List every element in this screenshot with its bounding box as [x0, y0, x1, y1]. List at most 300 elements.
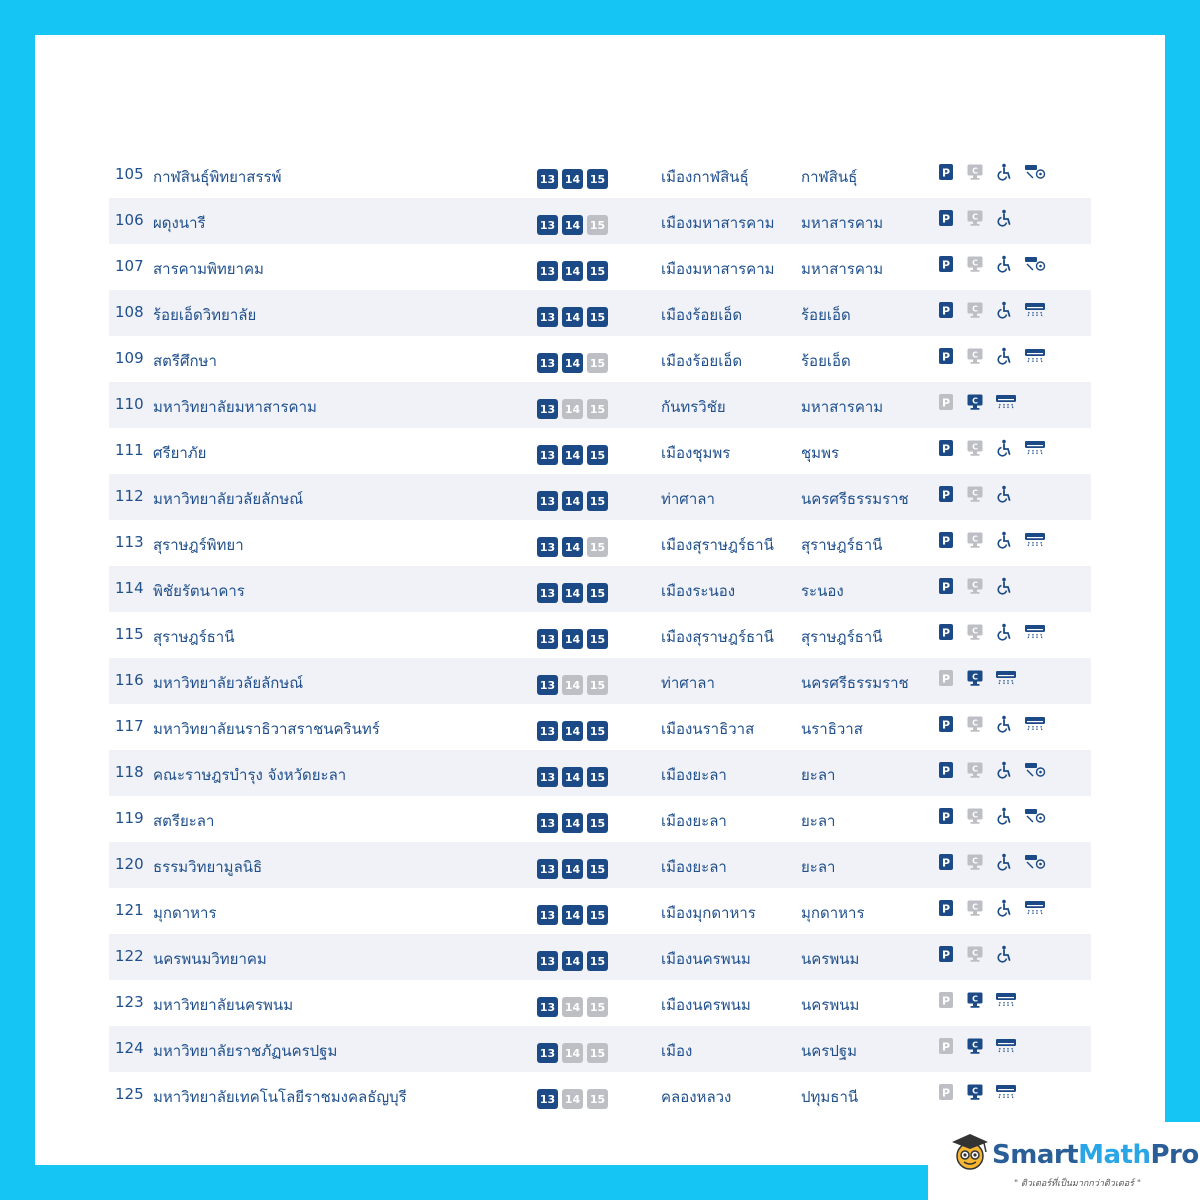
grade-badge-15: 15 — [587, 675, 608, 695]
facility-icons — [937, 393, 1017, 411]
school-name: มหาวิทยาลัยนราธิวาสราชนครินทร์ — [153, 720, 380, 738]
school-name: มหาวิทยาลัยเทคโนโลยีราชมงคลธัญบุรี — [153, 1088, 407, 1106]
svg-text:P: P — [941, 626, 951, 640]
table-row — [109, 566, 1091, 612]
wheelchair-icon — [995, 577, 1013, 595]
svg-text:C: C — [972, 1040, 978, 1050]
grade-badge-14: 14 — [562, 629, 583, 649]
parking-icon — [937, 347, 955, 365]
grade-badges — [537, 721, 608, 741]
svg-text:C: C — [972, 810, 978, 820]
svg-text:C: C — [972, 948, 978, 958]
grade-badges — [537, 169, 608, 189]
grade-badge-14: 14 — [562, 1089, 583, 1109]
air-conditioner-icon — [995, 669, 1017, 687]
table-row — [109, 888, 1091, 934]
grade-badge-15: 15 — [587, 859, 608, 879]
province-name: ปทุมธานี — [801, 1088, 859, 1106]
row-number: 118 — [115, 763, 144, 781]
grade-badge-13: 13 — [537, 353, 558, 373]
grade-badge-15: 15 — [587, 491, 608, 511]
svg-text:C: C — [972, 258, 978, 268]
province-name: ร้อยเอ็ด — [801, 352, 851, 370]
svg-text:P: P — [941, 810, 951, 824]
grade-badges — [537, 813, 608, 833]
svg-text:C: C — [972, 580, 978, 590]
computer-icon — [966, 807, 984, 825]
school-name: มหาวิทยาลัยมหาสารคาม — [153, 398, 317, 416]
school-name: สตรียะลา — [153, 812, 215, 830]
province-name: นครพนม — [801, 950, 860, 968]
grade-badge-15: 15 — [587, 307, 608, 327]
svg-text:C: C — [972, 488, 978, 498]
district-name: เมืองนราธิวาส — [661, 720, 755, 738]
row-number: 125 — [115, 1085, 144, 1103]
svg-text:P: P — [941, 350, 951, 364]
row-number: 107 — [115, 257, 144, 275]
parking-icon — [937, 1083, 955, 1101]
district-name: เมืองยะลา — [661, 858, 727, 876]
school-name: มหาวิทยาลัยวลัยลักษณ์ — [153, 490, 304, 508]
wheelchair-icon — [995, 347, 1013, 365]
grade-badge-14: 14 — [562, 169, 583, 189]
svg-text:P: P — [941, 534, 951, 548]
facility-icons — [937, 209, 1013, 227]
province-name: ยะลา — [801, 766, 836, 784]
grade-badge-15: 15 — [587, 951, 608, 971]
grade-badge-15: 15 — [587, 445, 608, 465]
grade-badge-15: 15 — [587, 1043, 608, 1063]
grade-badge-13: 13 — [537, 859, 558, 879]
brand-name — [992, 1140, 1199, 1170]
province-name: มหาสารคาม — [801, 398, 884, 416]
province-name: มหาสารคาม — [801, 260, 884, 278]
grade-badges — [537, 629, 608, 649]
row-number: 123 — [115, 993, 144, 1011]
computer-icon — [966, 853, 984, 871]
province-name: สุราษฎร์ธานี — [801, 628, 883, 646]
table-row — [109, 796, 1091, 842]
computer-icon — [966, 393, 984, 411]
district-name: เมืองชุมพร — [661, 444, 731, 462]
svg-text:C: C — [972, 902, 978, 912]
svg-text:P: P — [941, 1086, 951, 1100]
row-number: 122 — [115, 947, 144, 965]
wheelchair-icon — [995, 163, 1013, 181]
grade-badge-13: 13 — [537, 261, 558, 281]
province-name: ชุมพร — [801, 444, 840, 462]
province-name: สุราษฎร์ธานี — [801, 536, 883, 554]
table-row — [109, 152, 1091, 198]
school-name: นครพนมวิทยาคม — [153, 950, 267, 968]
facility-icons — [937, 347, 1046, 365]
svg-text:C: C — [972, 304, 978, 314]
table-row — [109, 750, 1091, 796]
school-name: สุราษฎร์พิทยา — [153, 536, 244, 554]
district-name: เมืองระนอง — [661, 582, 736, 600]
province-name: นราธิวาส — [801, 720, 863, 738]
graduation-cap-smiley-icon — [950, 1130, 994, 1174]
grade-badge-13: 13 — [537, 583, 558, 603]
grade-badge-13: 13 — [537, 813, 558, 833]
parking-icon — [937, 163, 955, 181]
table-row — [109, 934, 1091, 980]
province-name: ยะลา — [801, 812, 836, 830]
facility-icons — [937, 577, 1013, 595]
parking-icon — [937, 899, 955, 917]
grade-badge-15: 15 — [587, 767, 608, 787]
wheelchair-icon — [995, 209, 1013, 227]
table-row — [109, 1026, 1091, 1072]
svg-text:P: P — [941, 994, 951, 1008]
air-conditioner-icon — [1024, 347, 1046, 365]
school-name: ผดุงนารี — [153, 214, 206, 232]
computer-icon — [966, 301, 984, 319]
province-name: ระนอง — [801, 582, 844, 600]
parking-icon — [937, 209, 955, 227]
computer-icon — [966, 439, 984, 457]
table-row — [109, 290, 1091, 336]
svg-text:P: P — [941, 304, 951, 318]
facility-icons — [937, 991, 1017, 1009]
computer-icon — [966, 255, 984, 273]
svg-text:P: P — [941, 258, 951, 272]
grade-badge-13: 13 — [537, 997, 558, 1017]
district-name: เมืองสุราษฎร์ธานี — [661, 536, 774, 554]
grade-badge-15: 15 — [587, 399, 608, 419]
facility-icons — [937, 669, 1017, 687]
grade-badge-15: 15 — [587, 997, 608, 1017]
parking-icon — [937, 255, 955, 273]
grade-badge-13: 13 — [537, 307, 558, 327]
air-conditioner-icon — [1024, 531, 1046, 549]
wheelchair-icon — [995, 531, 1013, 549]
school-name: ศรียาภัย — [153, 444, 207, 462]
grade-badge-14: 14 — [562, 767, 583, 787]
grade-badge-13: 13 — [537, 491, 558, 511]
province-name: มุกดาหาร — [801, 904, 865, 922]
grade-badges — [537, 215, 608, 235]
province-name: นครปฐม — [801, 1042, 858, 1060]
district-name: คลองหลวง — [661, 1088, 732, 1106]
grade-badge-15: 15 — [587, 169, 608, 189]
wheelchair-icon — [995, 807, 1013, 825]
district-name: เมืองยะลา — [661, 766, 727, 784]
facility-icons — [937, 255, 1046, 273]
grade-badges — [537, 997, 608, 1017]
svg-text:P: P — [941, 166, 951, 180]
row-number: 116 — [115, 671, 144, 689]
air-conditioner-icon — [995, 1037, 1017, 1055]
grade-badges — [537, 767, 608, 787]
grade-badge-14: 14 — [562, 675, 583, 695]
grade-badges — [537, 261, 608, 281]
computer-icon — [966, 209, 984, 227]
svg-text:C: C — [972, 718, 978, 728]
parking-icon — [937, 945, 955, 963]
wheelchair-icon — [995, 761, 1013, 779]
table-row — [109, 382, 1091, 428]
school-name: ธรรมวิทยามูลนิธิ — [153, 858, 263, 876]
row-number: 117 — [115, 717, 144, 735]
air-conditioner-icon — [995, 393, 1017, 411]
table-row — [109, 842, 1091, 888]
grade-badge-13: 13 — [537, 905, 558, 925]
table-row — [109, 658, 1091, 704]
row-number: 105 — [115, 165, 144, 183]
grade-badges — [537, 1043, 608, 1063]
row-number: 119 — [115, 809, 144, 827]
parking-icon — [937, 807, 955, 825]
wheelchair-icon — [995, 255, 1013, 273]
svg-text:P: P — [941, 212, 951, 226]
grade-badge-13: 13 — [537, 215, 558, 235]
district-name: เมือง — [661, 1042, 693, 1060]
grade-badge-14: 14 — [562, 583, 583, 603]
district-name: ท่าศาลา — [661, 490, 715, 508]
grade-badges — [537, 491, 608, 511]
facility-icons — [937, 761, 1046, 779]
facility-icons — [937, 899, 1046, 917]
facility-icons — [937, 163, 1046, 181]
fan-icon — [1024, 255, 1046, 273]
row-number: 113 — [115, 533, 144, 551]
table-row — [109, 336, 1091, 382]
school-name: มุกดาหาร — [153, 904, 217, 922]
parking-icon — [937, 761, 955, 779]
grade-badge-13: 13 — [537, 399, 558, 419]
computer-icon — [966, 761, 984, 779]
svg-text:P: P — [941, 672, 951, 686]
row-number: 124 — [115, 1039, 144, 1057]
grade-badge-15: 15 — [587, 813, 608, 833]
air-conditioner-icon — [995, 991, 1017, 1009]
wheelchair-icon — [995, 301, 1013, 319]
computer-icon — [966, 669, 984, 687]
grade-badges — [537, 537, 608, 557]
parking-icon — [937, 301, 955, 319]
computer-icon — [966, 1037, 984, 1055]
grade-badges — [537, 1089, 608, 1109]
svg-text:C: C — [972, 350, 978, 360]
school-name: พิชัยรัตนาคาร — [153, 582, 245, 600]
district-name: กันทรวิชัย — [661, 398, 726, 416]
computer-icon — [966, 715, 984, 733]
computer-icon — [966, 991, 984, 1009]
svg-text:P: P — [941, 396, 951, 410]
province-name: นครศรีธรรมราช — [801, 490, 909, 508]
row-number: 109 — [115, 349, 144, 367]
grade-badge-14: 14 — [562, 445, 583, 465]
facility-icons — [937, 715, 1046, 733]
computer-icon — [966, 577, 984, 595]
province-name: นครศรีธรรมราช — [801, 674, 909, 692]
grade-badge-14: 14 — [562, 261, 583, 281]
grade-badge-14: 14 — [562, 859, 583, 879]
province-name: มหาสารคาม — [801, 214, 884, 232]
facility-icons — [937, 623, 1046, 641]
facility-icons — [937, 301, 1046, 319]
fan-icon — [1024, 807, 1046, 825]
parking-icon — [937, 485, 955, 503]
parking-icon — [937, 623, 955, 641]
district-name: เมืองมหาสารคาม — [661, 260, 775, 278]
school-name: คณะราษฎรบำรุง จังหวัดยะลา — [153, 766, 347, 784]
svg-text:P: P — [941, 902, 951, 916]
district-name: เมืองนครพนม — [661, 950, 751, 968]
province-name: ร้อยเอ็ด — [801, 306, 851, 324]
grade-badge-13: 13 — [537, 951, 558, 971]
facility-icons — [937, 531, 1046, 549]
row-number: 111 — [115, 441, 144, 459]
row-number: 112 — [115, 487, 144, 505]
school-name: กาฬสินธุ์พิทยาสรรพ์ — [153, 168, 282, 186]
grade-badge-15: 15 — [587, 629, 608, 649]
svg-text:P: P — [941, 718, 951, 732]
computer-icon — [966, 531, 984, 549]
district-name: เมืองร้อยเอ็ด — [661, 306, 743, 324]
facility-icons — [937, 1083, 1017, 1101]
table-row — [109, 704, 1091, 750]
grade-badge-13: 13 — [537, 169, 558, 189]
svg-text:C: C — [972, 166, 978, 176]
svg-text:C: C — [972, 856, 978, 866]
school-name: มหาวิทยาลัยนครพนม — [153, 996, 294, 1014]
grade-badge-13: 13 — [537, 721, 558, 741]
wheelchair-icon — [995, 899, 1013, 917]
air-conditioner-icon — [1024, 715, 1046, 733]
grade-badge-14: 14 — [562, 721, 583, 741]
facility-icons — [937, 1037, 1017, 1055]
grade-badge-15: 15 — [587, 261, 608, 281]
grade-badge-14: 14 — [562, 537, 583, 557]
district-name: เมืองสุราษฎร์ธานี — [661, 628, 774, 646]
wheelchair-icon — [995, 485, 1013, 503]
table-row — [109, 520, 1091, 566]
district-name: เมืองมุกดาหาร — [661, 904, 756, 922]
svg-text:P: P — [941, 488, 951, 502]
district-name: เมืองนครพนม — [661, 996, 751, 1014]
district-name: เมืองยะลา — [661, 812, 727, 830]
parking-icon — [937, 1037, 955, 1055]
computer-icon — [966, 945, 984, 963]
svg-text:C: C — [972, 396, 978, 406]
school-name: สุราษฎร์ธานี — [153, 628, 235, 646]
grade-badge-15: 15 — [587, 353, 608, 373]
grade-badges — [537, 307, 608, 327]
fan-icon — [1024, 853, 1046, 871]
grade-badges — [537, 445, 608, 465]
grade-badges — [537, 951, 608, 971]
facility-icons — [937, 807, 1046, 825]
air-conditioner-icon — [1024, 899, 1046, 917]
district-name: เมืองมหาสารคาม — [661, 214, 775, 232]
grade-badge-13: 13 — [537, 629, 558, 649]
province-name: กาฬสินธุ์ — [801, 168, 858, 186]
grade-badges — [537, 583, 608, 603]
school-name: ร้อยเอ็ดวิทยาลัย — [153, 306, 257, 324]
svg-text:P: P — [941, 856, 951, 870]
parking-icon — [937, 715, 955, 733]
table-row — [109, 1072, 1091, 1118]
grade-badge-13: 13 — [537, 537, 558, 557]
fan-icon — [1024, 761, 1046, 779]
air-conditioner-icon — [1024, 623, 1046, 641]
wheelchair-icon — [995, 715, 1013, 733]
grade-badges — [537, 353, 608, 373]
parking-icon — [937, 669, 955, 687]
table-row — [109, 612, 1091, 658]
svg-text:C: C — [972, 626, 978, 636]
grade-badges — [537, 675, 608, 695]
wheelchair-icon — [995, 945, 1013, 963]
province-name: นครพนม — [801, 996, 860, 1014]
grade-badge-14: 14 — [562, 399, 583, 419]
province-name: ยะลา — [801, 858, 836, 876]
table-row — [109, 980, 1091, 1026]
grade-badge-14: 14 — [562, 1043, 583, 1063]
svg-text:C: C — [972, 764, 978, 774]
svg-text:P: P — [941, 580, 951, 594]
air-conditioner-icon — [995, 1083, 1017, 1101]
row-number: 115 — [115, 625, 144, 643]
row-number: 120 — [115, 855, 144, 873]
facility-icons — [937, 485, 1013, 503]
computer-icon — [966, 347, 984, 365]
fan-icon — [1024, 163, 1046, 181]
parking-icon — [937, 853, 955, 871]
svg-text:C: C — [972, 212, 978, 222]
row-number: 114 — [115, 579, 144, 597]
grade-badge-14: 14 — [562, 353, 583, 373]
wheelchair-icon — [995, 853, 1013, 871]
school-name: มหาวิทยาลัยราชภัฏนครปฐม — [153, 1042, 338, 1060]
school-name: สตรีศึกษา — [153, 352, 217, 370]
facility-icons — [937, 945, 1013, 963]
brand-tagline: " ติวเตอร์ที่เป็นมากกว่าติวเตอร์ " — [1014, 1179, 1141, 1189]
table-row — [109, 428, 1091, 474]
grade-badge-15: 15 — [587, 1089, 608, 1109]
computer-icon — [966, 1083, 984, 1101]
svg-text:C: C — [972, 442, 978, 452]
parking-icon — [937, 577, 955, 595]
parking-icon — [937, 439, 955, 457]
svg-text:P: P — [941, 442, 951, 456]
row-number: 121 — [115, 901, 144, 919]
brand-badge — [928, 1122, 1200, 1200]
grade-badge-14: 14 — [562, 215, 583, 235]
svg-text:P: P — [941, 948, 951, 962]
air-conditioner-icon — [1024, 301, 1046, 319]
grade-badge-13: 13 — [537, 675, 558, 695]
table-row — [109, 244, 1091, 290]
district-name: ท่าศาลา — [661, 674, 715, 692]
computer-icon — [966, 485, 984, 503]
grade-badge-14: 14 — [562, 491, 583, 511]
brand-name-pro: Pro — [1150, 1140, 1199, 1170]
district-name: เมืองร้อยเอ็ด — [661, 352, 743, 370]
table-row — [109, 198, 1091, 244]
grade-badge-15: 15 — [587, 583, 608, 603]
grade-badge-15: 15 — [587, 905, 608, 925]
grade-badges — [537, 399, 608, 419]
facility-icons — [937, 439, 1046, 457]
school-name: สารคามพิทยาคม — [153, 260, 264, 278]
parking-icon — [937, 991, 955, 1009]
brand-name-math: Math — [1078, 1140, 1151, 1170]
grade-badge-13: 13 — [537, 767, 558, 787]
grade-badge-15: 15 — [587, 721, 608, 741]
